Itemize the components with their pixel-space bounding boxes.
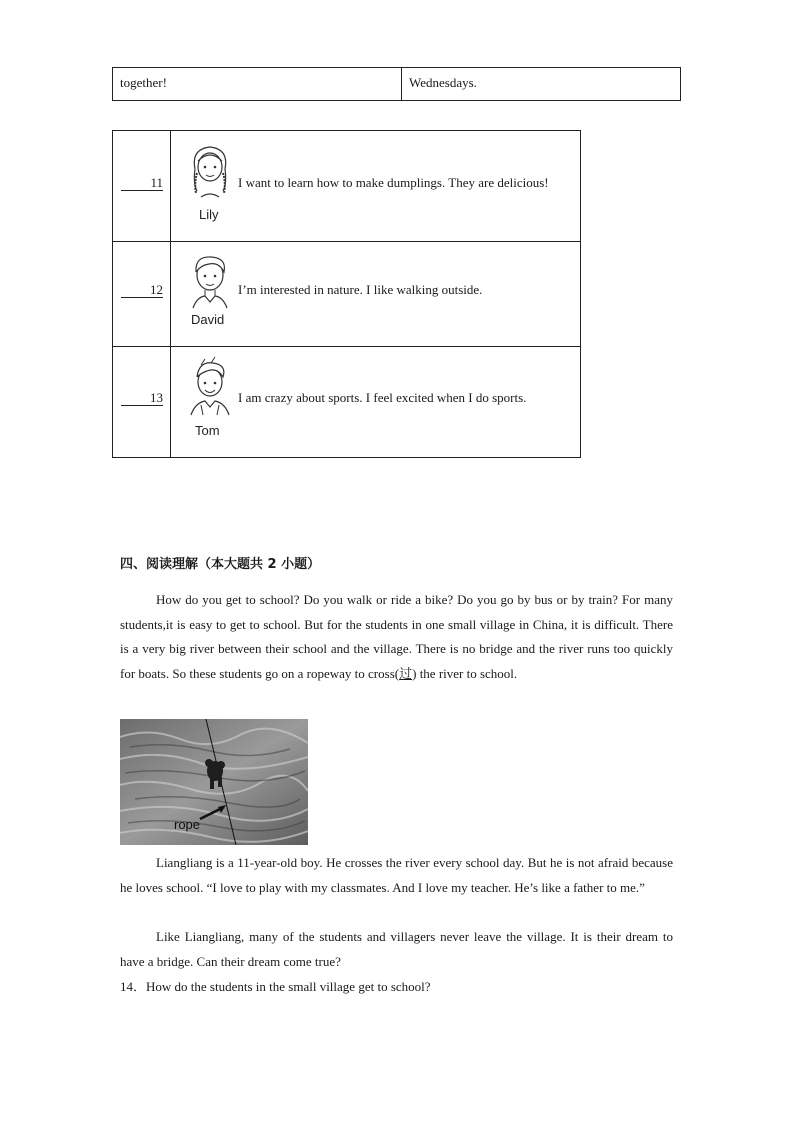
passage-text: Liangliang is a 11-year-old boy. He crosses the river every school day. But he is not afraid because he loves school. “I love to play with my classmates. And I love my teacher. He’s like a father to me.” (120, 855, 673, 895)
question-number: 14． (120, 979, 147, 994)
chinese-gloss: 过 (399, 665, 413, 681)
character-name: Tom (195, 423, 220, 438)
section-title: 四、阅读理解（本大题共 2 小题） (120, 557, 321, 572)
answer-cell (113, 242, 171, 346)
character-name: Lily (199, 207, 219, 222)
answer-cell (113, 131, 171, 241)
top-table-right-cell: Wednesdays. (409, 75, 477, 90)
answer-cell (113, 347, 171, 457)
question-text: How do the students in the small village get to school? (146, 979, 431, 994)
answer-blank[interactable]: 13 (121, 390, 163, 406)
answer-blank[interactable]: 11 (121, 175, 163, 191)
boy-illustration-icon (181, 355, 239, 417)
table-row (113, 347, 580, 457)
passage-text: Like Liangliang, many of the students and villagers never leave the village. It is their dream to have a bridge. Can their dream come true? (120, 929, 673, 969)
photo-label: rope (174, 817, 201, 832)
character-speech: I am crazy about sports. I feel excited when I do sports. (238, 390, 527, 405)
table-row (113, 131, 580, 242)
character-cell (171, 242, 580, 346)
character-speech: I want to learn how to make dumplings. They are delicious! (238, 175, 549, 190)
top-table-left-cell: together! (113, 68, 402, 100)
character-cell (171, 131, 580, 241)
question-14 (120, 976, 431, 995)
passage-paragraph (120, 925, 673, 974)
girl-illustration-icon (181, 139, 239, 201)
passage-text: How do you get to school? Do you walk or ride a bike? Do you go by bus or by train? For many students,it is easy to get to school. But for the students in one small village in China, it is difficult. There is a very big river between their school and the village. There is no bridge and the river runs too quickly for boats. So these students go on a ropeway to cross( (120, 592, 673, 681)
character-name: David (191, 312, 225, 327)
character-table (112, 130, 581, 458)
top-table (112, 67, 681, 101)
passage-paragraph (120, 851, 673, 900)
ropeway-photo (120, 719, 308, 845)
answer-blank[interactable]: 12 (121, 282, 163, 298)
character-speech: I’m interested in nature. I like walking outside. (238, 282, 483, 297)
boy-illustration-icon (181, 248, 239, 310)
table-row (113, 242, 580, 347)
passage-text: ) the river to school. (412, 665, 518, 681)
passage-paragraph (120, 588, 673, 686)
character-cell (171, 347, 580, 457)
